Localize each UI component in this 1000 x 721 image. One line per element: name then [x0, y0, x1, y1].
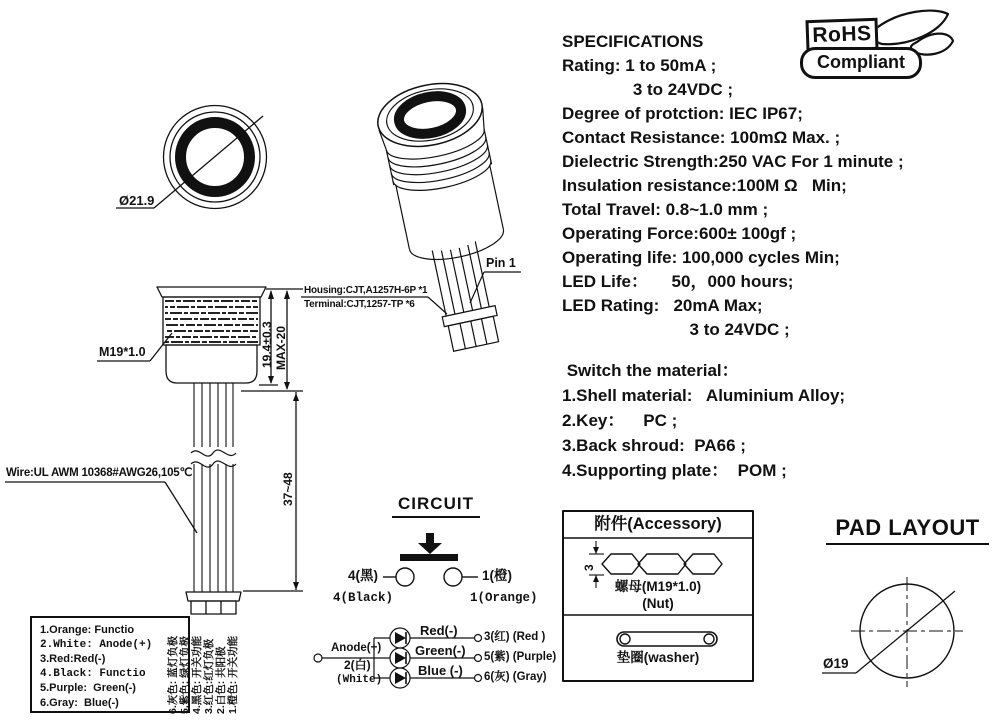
anode-label: Anode(+) — [331, 642, 382, 654]
led-green-label: Green(-) — [415, 643, 466, 658]
legend-cn-column: 2.白色: 共阳极 — [215, 646, 227, 714]
anode-cn-label: 2(白) — [344, 658, 371, 672]
spec-line: LED Life： 50，000 hours; — [562, 272, 794, 291]
side-view-drawing — [5, 287, 303, 614]
spec-line: Dielectric Strength:250 VAC For 1 minute ; — [562, 152, 904, 171]
legend-line: 5.Purple: Green(-) — [40, 682, 136, 695]
spec-line: Total Travel: 0.8~1.0 mm ; — [562, 200, 769, 219]
led-blue-label: Blue (-) — [418, 663, 463, 678]
switch-symbol-drawing — [383, 533, 478, 586]
switch-pin4-cn-label: 4(黑) — [348, 568, 378, 583]
housing-label: Housing:CJT,A1257H-6P *1 — [304, 285, 428, 296]
thread-size-label: M19*1.0 — [99, 345, 146, 359]
dim-max-label: MAX-20 — [274, 325, 288, 370]
dim-thread-height-label: 19.4±0.3 — [260, 321, 274, 368]
nut-label-en: (Nut) — [642, 596, 674, 611]
anode-en-label: (White) — [336, 674, 383, 686]
spec-line: Insulation resistance:100M Ω Min; — [562, 176, 847, 195]
legend-cn-column: 3.红色:红灯负极 — [203, 638, 215, 714]
pad-diameter-label: Ø19 — [823, 656, 849, 671]
spec-line: Rating: 1 to 50mA ; — [562, 56, 717, 75]
nut-label-cn: 螺母(M19*1.0) — [614, 579, 702, 594]
legend-line: 1.Orange: Functio — [40, 624, 135, 636]
legend-cn-column: 1.橙色: 开关功能 — [227, 635, 239, 714]
terminal-label: Terminal:CJT,1257-TP *6 — [304, 299, 415, 310]
led-red-pin-label: 3(红) (Red ) — [484, 631, 546, 643]
legend-cn-column: 5.紫色: 绿灯负极 — [179, 635, 191, 714]
legend-cn-column: 4.黑色: 开关功能 — [191, 635, 203, 714]
nut-thickness-dim: 3 — [582, 564, 596, 571]
spec-line: 3 to 24VDC ; — [562, 320, 790, 339]
led-blue-pin-label: 6(灰) (Gray) — [484, 671, 547, 683]
pad-layout-title: PAD LAYOUT — [826, 515, 989, 545]
material-line: 2.Key： PC ; — [562, 411, 678, 430]
spec-line: Degree of protction: IEC IP67; — [562, 104, 803, 123]
spec-line: Contact Resistance: 100mΩ Max. ; — [562, 128, 841, 147]
legend-line: 2.White: Anode(+) — [40, 638, 153, 651]
materials-title: Switch the material： — [562, 361, 739, 380]
material-line: 4.Supporting plate： POM ; — [562, 461, 787, 480]
front-view-diameter-label: Ø21.9 — [119, 193, 155, 208]
led-symbol — [390, 668, 410, 688]
dim-wire-length-label: 37~48 — [281, 472, 295, 506]
led-green-pin-label: 5(紫) (Purple) — [484, 651, 557, 663]
spec-line: Operating life: 100,000 cycles Min; — [562, 248, 840, 267]
spec-line: 3 to 24VDC ; — [562, 80, 733, 99]
materials-block — [562, 358, 845, 483]
rohs-logo-top: RoHS — [805, 18, 878, 52]
washer-label: 垫圈(washer) — [616, 650, 700, 665]
spec-line: Operating Force:600± 100gf ; — [562, 224, 797, 243]
specs-title: SPECIFICATIONS — [562, 32, 704, 51]
pin1-label: Pin 1 — [486, 256, 516, 270]
circuit-title: CIRCUIT — [392, 494, 480, 518]
switch-pin1-cn-label: 1(橙) — [482, 568, 512, 583]
legend-line: 4.Black: Functio — [40, 667, 146, 680]
led-symbol — [390, 628, 410, 648]
material-line: 1.Shell material: Aluminium Alloy; — [562, 386, 846, 405]
iso-view-drawing — [301, 75, 531, 357]
wire-spec-label: Wire:UL AWM 10368#AWG26,105℃ — [6, 467, 193, 479]
rohs-logo-bottom: Compliant — [800, 47, 922, 79]
material-line: 3.Back shroud: PA66 ; — [562, 436, 746, 455]
accessory-title: 附件(Accessory) — [594, 515, 722, 533]
legend-line: 6.Gray: Blue(-) — [40, 696, 119, 709]
legend-line: 3.Red:Red(-) — [40, 653, 106, 666]
switch-pin1-en-label: 1(Orange) — [470, 591, 538, 605]
led-red-label: Red(-) — [420, 623, 458, 638]
led-symbol — [390, 648, 410, 668]
switch-pin4-en-label: 4(Black) — [333, 591, 394, 605]
spec-line: LED Rating: 20mA Max; — [562, 296, 763, 315]
legend-cn-column: 6.灰色: 蓝灯负极 — [167, 635, 179, 714]
